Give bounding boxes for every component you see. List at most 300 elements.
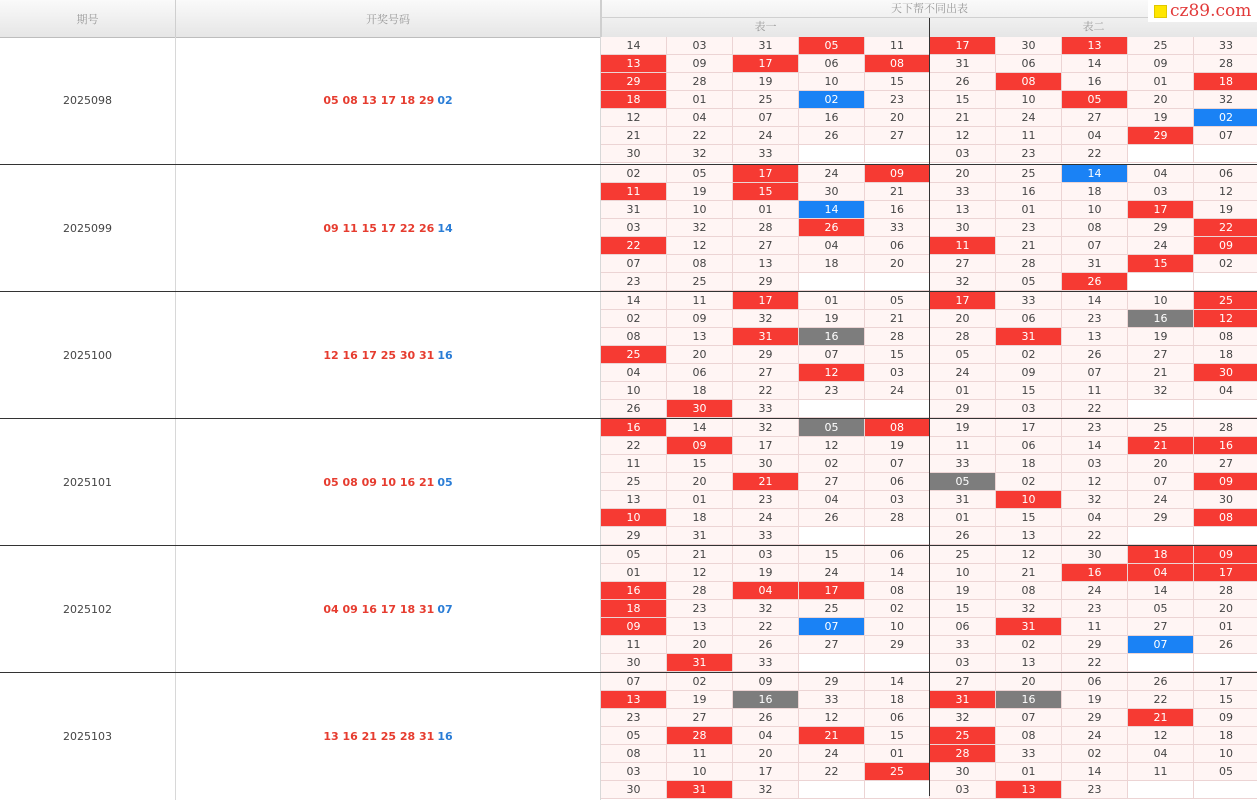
number-cell: 33 [733, 400, 799, 418]
number-cell: 27 [667, 709, 733, 727]
number-cell: 12 [799, 437, 865, 455]
number-cell: 02 [667, 673, 733, 691]
number-cell: 27 [930, 673, 996, 691]
number-cell: 04 [1128, 165, 1194, 183]
number-cell: 12 [601, 109, 667, 127]
number-cell: 15 [1128, 255, 1194, 273]
issue-number: 2025103 [0, 673, 176, 800]
table-header [0, 0, 1257, 38]
number-cell: 02 [601, 165, 667, 183]
number-cell: 14 [1062, 165, 1128, 183]
number-cell: 12 [1128, 727, 1194, 745]
number-cell: 30 [733, 455, 799, 473]
number-cell: 33 [930, 636, 996, 654]
number-cell: 18 [601, 91, 667, 109]
number-cell: 08 [996, 582, 1062, 600]
draw-numbers [176, 673, 601, 800]
number-cell: 01 [799, 292, 865, 310]
number-cell: 28 [865, 328, 930, 346]
number-cell: 20 [733, 745, 799, 763]
empty-cell [1194, 527, 1257, 545]
number-cell: 05 [1194, 763, 1257, 781]
number-cell: 25 [865, 763, 930, 781]
number-cell: 01 [996, 201, 1062, 219]
number-cell: 05 [667, 165, 733, 183]
number-cell: 09 [865, 165, 930, 183]
number-cell: 15 [930, 600, 996, 618]
number-cell: 20 [930, 310, 996, 328]
number-cell: 28 [1194, 419, 1257, 437]
draw-numbers [176, 419, 601, 546]
empty-cell [1128, 273, 1194, 291]
number-cell: 03 [930, 145, 996, 163]
number-cell: 16 [865, 201, 930, 219]
number-cell: 32 [733, 310, 799, 328]
number-cell: 17 [996, 419, 1062, 437]
number-cell: 15 [865, 346, 930, 364]
number-cell: 11 [1062, 382, 1128, 400]
number-cell: 02 [996, 636, 1062, 654]
number-cell: 14 [1062, 763, 1128, 781]
number-cell: 08 [1194, 328, 1257, 346]
number-cell: 16 [996, 183, 1062, 201]
number-cell: 25 [930, 727, 996, 745]
number-cell: 27 [865, 127, 930, 145]
number-cell: 01 [667, 491, 733, 509]
number-cell: 07 [1194, 127, 1257, 145]
number-cell: 03 [865, 491, 930, 509]
number-cell: 15 [1194, 691, 1257, 709]
number-cell: 19 [1194, 201, 1257, 219]
number-cell: 04 [733, 727, 799, 745]
number-cell: 01 [1128, 73, 1194, 91]
empty-cell [1194, 273, 1257, 291]
number-cell: 18 [996, 455, 1062, 473]
number-cell: 06 [930, 618, 996, 636]
number-cell: 27 [1128, 618, 1194, 636]
number-cell: 33 [930, 183, 996, 201]
number-cell: 07 [601, 673, 667, 691]
number-cell: 03 [1062, 455, 1128, 473]
number-cell: 20 [996, 673, 1062, 691]
number-cell: 16 [799, 328, 865, 346]
red-balls: 09 11 15 17 22 26 [323, 222, 435, 235]
number-cell: 18 [1062, 183, 1128, 201]
number-cell: 06 [1062, 673, 1128, 691]
number-cell: 30 [601, 145, 667, 163]
number-cell: 28 [733, 219, 799, 237]
number-cell: 13 [996, 781, 1062, 799]
number-cell: 23 [601, 709, 667, 727]
issue-number: 2025099 [0, 165, 176, 292]
number-cell: 04 [799, 491, 865, 509]
number-cell: 29 [799, 673, 865, 691]
number-cell: 15 [799, 546, 865, 564]
number-cell: 16 [799, 109, 865, 127]
number-cell: 04 [1128, 745, 1194, 763]
number-cell: 19 [667, 691, 733, 709]
empty-cell [1194, 781, 1257, 799]
red-balls: 04 09 16 17 18 31 [323, 603, 435, 616]
number-cell: 02 [996, 346, 1062, 364]
number-cell: 06 [996, 55, 1062, 73]
number-cell: 13 [667, 618, 733, 636]
empty-cell [1128, 145, 1194, 163]
number-cell: 05 [996, 273, 1062, 291]
blue-ball: 07 [437, 603, 453, 616]
number-cell: 31 [996, 328, 1062, 346]
number-cell: 19 [865, 437, 930, 455]
number-cell: 25 [733, 91, 799, 109]
empty-cell [799, 145, 865, 163]
col-issue-header[interactable]: 期号 [0, 0, 176, 37]
number-cell: 21 [1128, 364, 1194, 382]
number-cell: 29 [733, 346, 799, 364]
number-cell: 28 [996, 255, 1062, 273]
table2-header: 表二 [929, 18, 1257, 37]
number-cell: 12 [1062, 473, 1128, 491]
number-cell: 08 [996, 727, 1062, 745]
number-cell: 10 [1194, 745, 1257, 763]
number-cell: 06 [996, 437, 1062, 455]
empty-cell [799, 527, 865, 545]
number-cell: 26 [1194, 636, 1257, 654]
number-cell: 18 [1194, 346, 1257, 364]
draw-row [0, 545, 1257, 673]
number-cell: 14 [865, 564, 930, 582]
red-balls: 05 08 13 17 18 29 [323, 94, 435, 107]
number-cell: 23 [1062, 781, 1128, 799]
number-cell: 01 [733, 201, 799, 219]
number-cell: 12 [1194, 183, 1257, 201]
number-cell: 32 [667, 219, 733, 237]
number-cell: 20 [1194, 600, 1257, 618]
number-cell: 18 [865, 691, 930, 709]
number-cell: 33 [733, 654, 799, 672]
number-cell: 03 [1128, 183, 1194, 201]
number-cell: 15 [733, 183, 799, 201]
number-cell: 13 [601, 691, 667, 709]
number-cell: 17 [1194, 564, 1257, 582]
number-cell: 18 [601, 600, 667, 618]
number-cell: 19 [1128, 109, 1194, 127]
number-cell: 33 [996, 292, 1062, 310]
number-cell: 09 [667, 310, 733, 328]
number-cell: 09 [996, 364, 1062, 382]
number-cell: 10 [799, 73, 865, 91]
number-cell: 01 [601, 564, 667, 582]
number-cell: 07 [799, 618, 865, 636]
number-cell: 33 [733, 527, 799, 545]
number-cell: 21 [667, 546, 733, 564]
number-cell: 01 [865, 745, 930, 763]
number-cell: 07 [601, 255, 667, 273]
number-cell: 26 [799, 127, 865, 145]
number-cell: 08 [865, 419, 930, 437]
number-cell: 31 [1062, 255, 1128, 273]
number-cell: 07 [1128, 636, 1194, 654]
empty-cell [1128, 400, 1194, 418]
empty-cell [865, 527, 930, 545]
number-cell: 18 [799, 255, 865, 273]
number-cell: 20 [865, 255, 930, 273]
number-cell: 18 [1194, 73, 1257, 91]
group-title: 天下帮不同出表 [601, 0, 1257, 18]
number-cell: 19 [799, 310, 865, 328]
number-cell: 21 [930, 109, 996, 127]
empty-cell [799, 273, 865, 291]
number-cell: 04 [799, 237, 865, 255]
number-cell: 30 [996, 37, 1062, 55]
number-cell: 05 [930, 346, 996, 364]
number-cell: 05 [601, 727, 667, 745]
number-cell: 06 [865, 546, 930, 564]
number-cell: 28 [1194, 582, 1257, 600]
number-cell: 28 [667, 582, 733, 600]
number-cell: 07 [996, 709, 1062, 727]
number-cell: 02 [601, 310, 667, 328]
number-cell: 32 [930, 709, 996, 727]
draw-row [0, 672, 1257, 800]
number-cell: 20 [667, 346, 733, 364]
number-cell: 19 [1128, 328, 1194, 346]
number-cell: 17 [930, 292, 996, 310]
number-cell: 04 [667, 109, 733, 127]
number-cell: 29 [1062, 636, 1128, 654]
blue-ball: 16 [437, 730, 453, 743]
blue-ball: 05 [437, 476, 453, 489]
number-cell: 11 [996, 127, 1062, 145]
number-cell: 18 [667, 509, 733, 527]
number-cell: 26 [733, 709, 799, 727]
number-cell: 02 [865, 600, 930, 618]
number-cell: 16 [1128, 310, 1194, 328]
number-cell: 32 [1062, 491, 1128, 509]
number-cell: 14 [865, 673, 930, 691]
col-draw-header[interactable]: 开奖号码 [176, 0, 601, 37]
number-cell: 12 [996, 546, 1062, 564]
blue-ball: 14 [437, 222, 453, 235]
draw-row [0, 291, 1257, 419]
blue-ball: 02 [437, 94, 453, 107]
number-cell: 32 [1128, 382, 1194, 400]
number-cell: 11 [601, 183, 667, 201]
number-cell: 27 [799, 636, 865, 654]
number-cell: 07 [1128, 473, 1194, 491]
number-cell: 04 [733, 582, 799, 600]
number-cell: 29 [1128, 127, 1194, 145]
red-balls: 13 16 21 25 28 31 [323, 730, 435, 743]
number-cell: 08 [601, 745, 667, 763]
number-cell: 07 [865, 455, 930, 473]
number-cell: 02 [996, 473, 1062, 491]
number-cell: 11 [667, 292, 733, 310]
number-cell: 09 [1194, 709, 1257, 727]
number-cell: 13 [601, 55, 667, 73]
number-cell: 28 [667, 727, 733, 745]
number-cell: 33 [1194, 37, 1257, 55]
number-cell: 10 [667, 763, 733, 781]
red-balls: 05 08 09 10 16 21 [323, 476, 435, 489]
number-cell: 24 [1062, 727, 1128, 745]
number-cell: 29 [930, 400, 996, 418]
number-cell: 31 [996, 618, 1062, 636]
number-cell: 31 [930, 491, 996, 509]
number-cell: 03 [865, 364, 930, 382]
number-cell: 22 [1062, 400, 1128, 418]
number-cell: 10 [601, 509, 667, 527]
empty-cell [865, 273, 930, 291]
number-cell: 25 [996, 165, 1062, 183]
number-cell: 14 [1062, 437, 1128, 455]
number-cell: 29 [1128, 219, 1194, 237]
number-cell: 13 [1062, 328, 1128, 346]
number-cell: 15 [667, 455, 733, 473]
empty-cell [865, 400, 930, 418]
number-cell: 06 [667, 364, 733, 382]
number-cell: 23 [996, 145, 1062, 163]
number-cell: 28 [865, 509, 930, 527]
number-cell: 17 [733, 763, 799, 781]
number-cell: 12 [667, 237, 733, 255]
number-cell: 14 [1062, 55, 1128, 73]
draw-numbers [176, 37, 601, 164]
number-cell: 32 [930, 273, 996, 291]
number-cell: 29 [601, 527, 667, 545]
number-cell: 32 [667, 145, 733, 163]
empty-cell [1128, 781, 1194, 799]
number-cell: 22 [601, 237, 667, 255]
number-cell: 10 [996, 91, 1062, 109]
number-cell: 29 [1128, 509, 1194, 527]
number-cell: 30 [930, 763, 996, 781]
number-cell: 25 [667, 273, 733, 291]
number-cell: 26 [1128, 673, 1194, 691]
number-cell: 06 [1194, 165, 1257, 183]
number-cell: 02 [799, 91, 865, 109]
number-cell: 30 [1194, 364, 1257, 382]
number-cell: 16 [733, 691, 799, 709]
number-cell: 18 [1194, 727, 1257, 745]
number-cell: 08 [865, 582, 930, 600]
number-cell: 05 [865, 292, 930, 310]
number-cell: 09 [667, 437, 733, 455]
number-cell: 16 [1062, 564, 1128, 582]
number-cell: 24 [1062, 582, 1128, 600]
number-cell: 33 [930, 455, 996, 473]
number-cell: 10 [865, 618, 930, 636]
number-cell: 22 [1194, 219, 1257, 237]
number-cell: 01 [667, 91, 733, 109]
draw-row [0, 37, 1257, 164]
number-cell: 33 [799, 691, 865, 709]
number-cell: 22 [667, 127, 733, 145]
number-cell: 24 [865, 382, 930, 400]
number-cell: 02 [799, 455, 865, 473]
number-cell: 30 [1194, 491, 1257, 509]
empty-cell [1194, 654, 1257, 672]
site-logo[interactable] [1148, 0, 1257, 22]
number-cell: 22 [1062, 527, 1128, 545]
number-cell: 17 [733, 437, 799, 455]
empty-cell [1194, 400, 1257, 418]
number-cell: 24 [799, 564, 865, 582]
number-cell: 25 [930, 546, 996, 564]
number-cell: 06 [799, 55, 865, 73]
number-cell: 26 [1062, 346, 1128, 364]
number-cell: 13 [996, 654, 1062, 672]
number-cell: 20 [667, 636, 733, 654]
number-cell: 23 [733, 491, 799, 509]
number-cell: 17 [799, 582, 865, 600]
number-cell: 10 [667, 201, 733, 219]
number-cell: 33 [733, 145, 799, 163]
number-cell: 05 [799, 37, 865, 55]
number-cell: 10 [996, 491, 1062, 509]
number-cell: 12 [799, 709, 865, 727]
number-cell: 21 [996, 564, 1062, 582]
number-cell: 01 [996, 763, 1062, 781]
number-cell: 05 [1128, 600, 1194, 618]
number-cell: 10 [601, 382, 667, 400]
number-cell: 28 [667, 73, 733, 91]
number-cell: 23 [996, 219, 1062, 237]
number-cell: 03 [930, 781, 996, 799]
number-cell: 24 [1128, 491, 1194, 509]
number-cell: 29 [1062, 709, 1128, 727]
number-cell: 01 [930, 382, 996, 400]
number-cell: 14 [667, 419, 733, 437]
number-cell: 31 [930, 691, 996, 709]
number-cell: 30 [1062, 546, 1128, 564]
number-cell: 07 [799, 346, 865, 364]
number-cell: 29 [733, 273, 799, 291]
number-cell: 19 [930, 582, 996, 600]
number-cell: 17 [930, 37, 996, 55]
number-cell: 22 [1062, 145, 1128, 163]
number-cell: 21 [996, 237, 1062, 255]
number-cell: 20 [865, 109, 930, 127]
number-cell: 26 [799, 509, 865, 527]
draw-numbers [176, 292, 601, 419]
number-cell: 32 [733, 600, 799, 618]
number-cell: 12 [930, 127, 996, 145]
draw-row [0, 164, 1257, 292]
number-cell: 16 [601, 582, 667, 600]
number-cell: 08 [601, 328, 667, 346]
number-cell: 08 [1194, 509, 1257, 527]
number-cell: 17 [733, 292, 799, 310]
number-cell: 24 [733, 127, 799, 145]
number-cell: 23 [799, 382, 865, 400]
number-cell: 30 [601, 654, 667, 672]
number-cell: 11 [930, 237, 996, 255]
number-cell: 27 [799, 473, 865, 491]
number-cell: 24 [733, 509, 799, 527]
number-cell: 28 [930, 328, 996, 346]
number-cell: 17 [733, 55, 799, 73]
number-cell: 07 [1062, 364, 1128, 382]
number-cell: 11 [1062, 618, 1128, 636]
number-cell: 32 [1194, 91, 1257, 109]
number-cell: 13 [1062, 37, 1128, 55]
number-cell: 02 [1194, 109, 1257, 127]
number-cell: 27 [733, 364, 799, 382]
number-cell: 28 [930, 745, 996, 763]
number-cell: 11 [601, 455, 667, 473]
number-cell: 15 [865, 73, 930, 91]
number-cell: 25 [799, 600, 865, 618]
